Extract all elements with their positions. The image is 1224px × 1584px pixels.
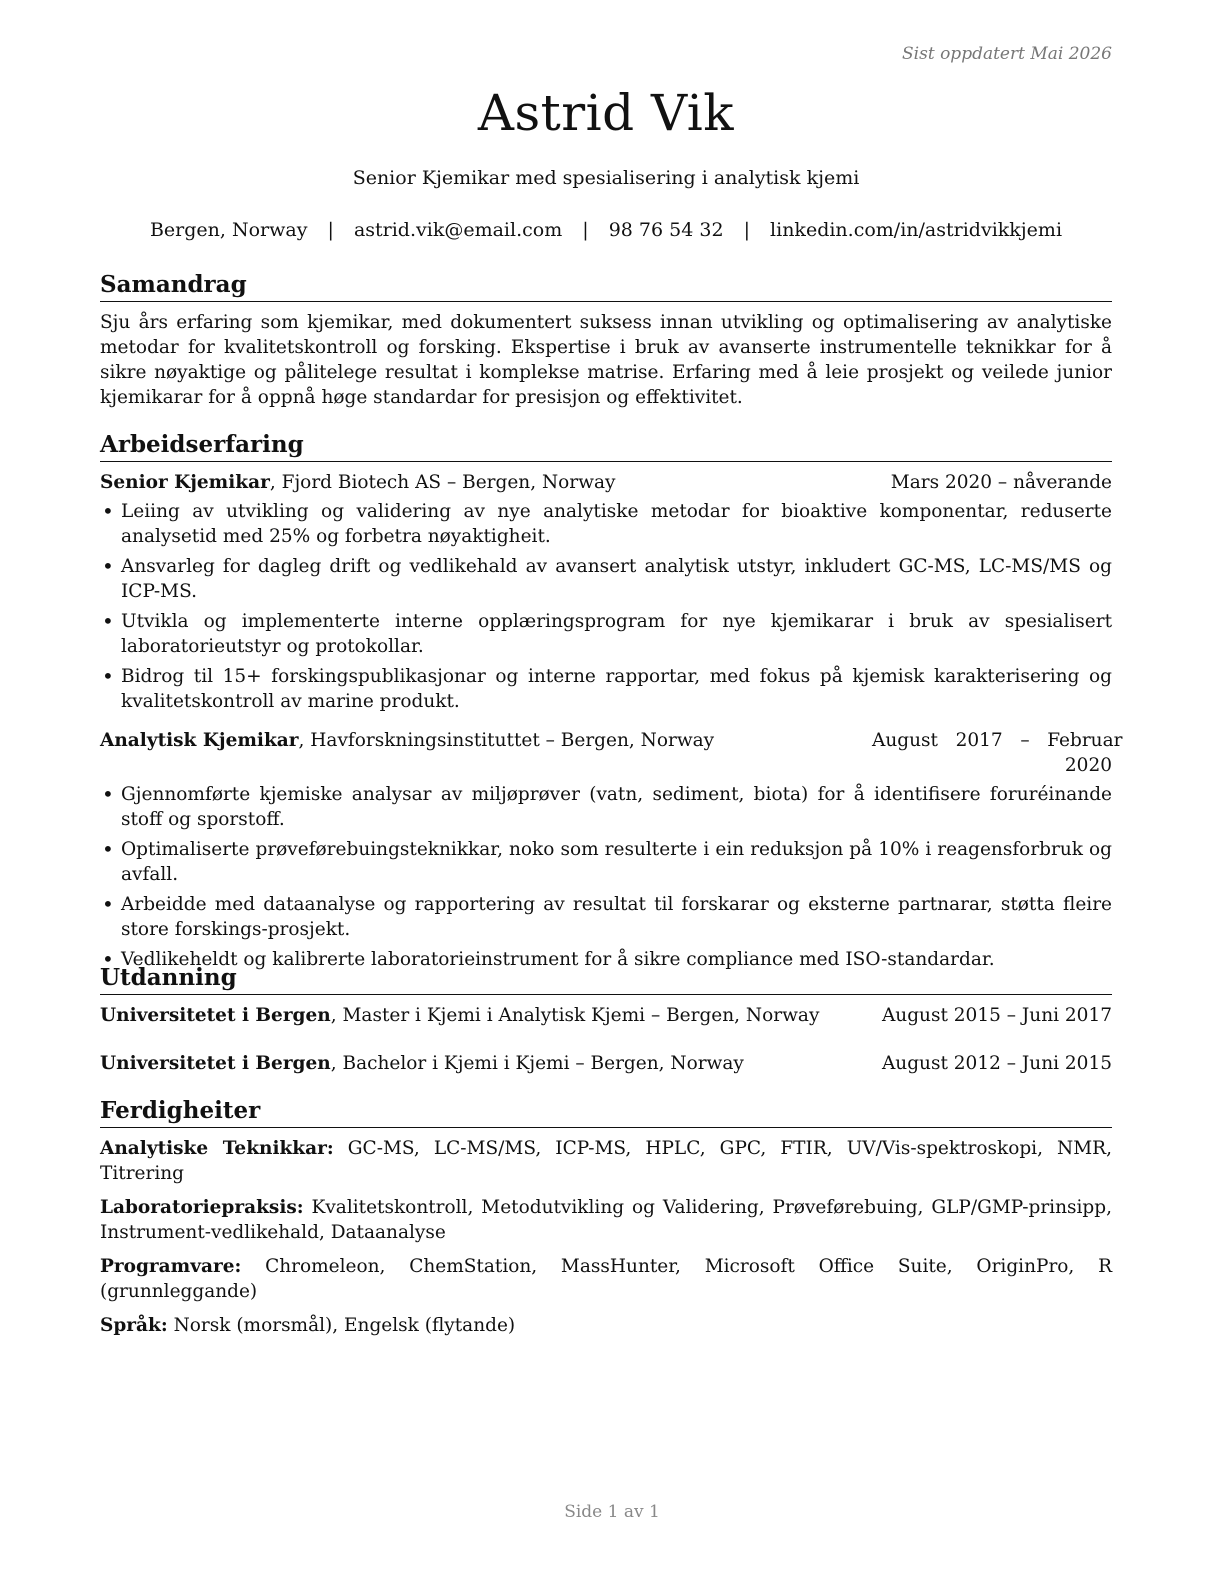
job-role: Senior Kjemikar (100, 472, 270, 493)
section-title: Utdanning (100, 963, 1112, 995)
contact-separator: | (582, 219, 589, 241)
job-role: Analytisk Kjemikar (100, 730, 299, 751)
skill-label: Analytiske Teknikkar: (100, 1138, 334, 1159)
skill-value: Chromeleon, ChemStation, MassHunter, Microsoft Office Suite, OriginPro, R (grunnleggande) (100, 1256, 1112, 1302)
skill-value: GC-MS, LC-MS/MS, ICP-MS, HPLC, GPC, FTIR, UV/Vis-spektroskopi, NMR, Titrering (100, 1138, 1112, 1184)
education-degree: , Bachelor i Kjemi i Kjemi – Bergen, Norway (330, 1053, 744, 1074)
skill-line (100, 1195, 1112, 1245)
education-section (100, 963, 1112, 1080)
section-title: Arbeidserfaring (100, 430, 1112, 462)
job-header (100, 728, 1123, 778)
bullet-item: • Arbeidde med dataanalyse og rapportering av resultat til forskarar og eksterne partnarar, støtta fleire store forskings-prosjekt. (100, 892, 1112, 942)
section-title: Ferdigheiter (100, 1096, 1112, 1128)
education-school: Universitetet i Bergen (100, 1053, 331, 1074)
bullet-item: • Vedlikeheldt og kalibrerte laboratorieinstrument for å sikre compliance med ISO-standardar. (100, 947, 1112, 972)
skills-section (100, 1096, 1112, 1347)
job-org: , Havforskningsinstituttet – Bergen, Norway (298, 730, 715, 751)
summary-text: Sju års erfaring som kjemikar, med dokumentert suksess innan utvikling og optimalisering av analytiske metodar for kvalitetskontroll og forsking. Ekspertise i bruk av avanserte instrumentelle teknikkar for å sikre nøyaktige og pålitelege resultat i komplekse matrise. Erfaring med å leie prosjekt og veilede junior kjemikarar for å oppnå høge standardar for presisjon og effektivitet. (100, 312, 1112, 408)
bullet-item: • Optimaliserte prøveførebuingsteknikkar, noko som resulterte i ein reduksjon på 10% i reagensforbruk og avfall. (100, 837, 1112, 887)
skill-value: Kvalitetskontroll, Metodutvikling og Validering, Prøveførebuing, GLP/GMP-prinsipp, Instrument-vedlikehald, Dataanalyse (100, 1197, 1112, 1243)
job-entry (100, 470, 1112, 714)
job-org: , Fjord Biotech AS – Bergen, Norway (269, 472, 616, 493)
summary-section (100, 270, 1112, 410)
job-bullets (100, 499, 1112, 714)
skill-line (100, 1313, 1112, 1338)
contact-linkedin[interactable]: linkedin.com/in/astridvikkjemi (770, 219, 1063, 241)
page-number: Side 1 av 1 (564, 1502, 660, 1522)
education-dates: August 2015 – Juni 2017 (881, 1005, 1112, 1026)
contact-email[interactable]: astrid.vik@email.com (353, 219, 563, 241)
skill-value: Norsk (morsmål), Engelsk (flytande) (167, 1315, 516, 1336)
skill-line (100, 1254, 1112, 1304)
education-school: Universitetet i Bergen (100, 1005, 331, 1026)
skill-label: Programvare: (100, 1256, 242, 1277)
job-dates-line1: August 2017 – Februar (872, 730, 1123, 751)
contact-location: Bergen, Norway (149, 219, 308, 241)
bullet-item: • Leiing av utvikling og validering av nye analytiske metodar for bioaktive komponentar, reduserte analysetid med 25% og forbetra nøyaktigheit. (100, 499, 1112, 549)
education-entry (100, 1003, 1112, 1028)
job-dates: Mars 2020 – nåverande (890, 472, 1112, 493)
education-degree: , Master i Kjemi i Analytisk Kjemi – Bergen, Norway (330, 1005, 820, 1026)
skill-label: Laboratoriepraksis: (100, 1197, 304, 1218)
education-entry (100, 1051, 1112, 1076)
job-entry (100, 728, 1123, 972)
job-header (100, 470, 1112, 495)
bullet-item: • Gjennomførte kjemiske analysar av miljøprøver (vatn, sediment, biota) for å identifisere foruréinande stoff og sporstoff. (100, 782, 1112, 832)
contact-separator: | (327, 219, 334, 241)
experience-section (100, 430, 1123, 977)
last-updated: Sist oppdatert Mai 2026 (902, 44, 1112, 64)
bullet-item: • Ansvarleg for dagleg drift og vedlikehald av avansert analytisk utstyr, inkludert GC-MS, LC-MS/MS og ICP-MS. (100, 554, 1112, 604)
job-subtitle: Senior Kjemikar med spesialisering i analytisk kjemi (352, 167, 860, 189)
job-dates-line2: 2020 (1064, 755, 1112, 776)
section-title: Samandrag (100, 270, 1112, 302)
person-name: Astrid Vik (477, 84, 735, 142)
contact-line (100, 219, 1112, 241)
job-dates (872, 728, 1123, 778)
skill-label: Språk: (100, 1315, 168, 1336)
bullet-item: • Utvikla og implementerte interne opplæringsprogram for nye kjemikarar i bruk av spesialisert laboratorieutstyr og protokollar. (100, 609, 1112, 659)
contact-separator: | (743, 219, 750, 241)
education-dates: August 2012 – Juni 2015 (881, 1053, 1112, 1074)
skill-line (100, 1136, 1112, 1186)
contact-phone: 98 76 54 32 (608, 219, 724, 241)
job-bullets (100, 782, 1112, 972)
bullet-item: • Bidrog til 15+ forskingspublikasjonar og interne rapportar, med fokus på kjemisk karakterisering og kvalitetskontroll av marine produkt. (100, 664, 1112, 714)
